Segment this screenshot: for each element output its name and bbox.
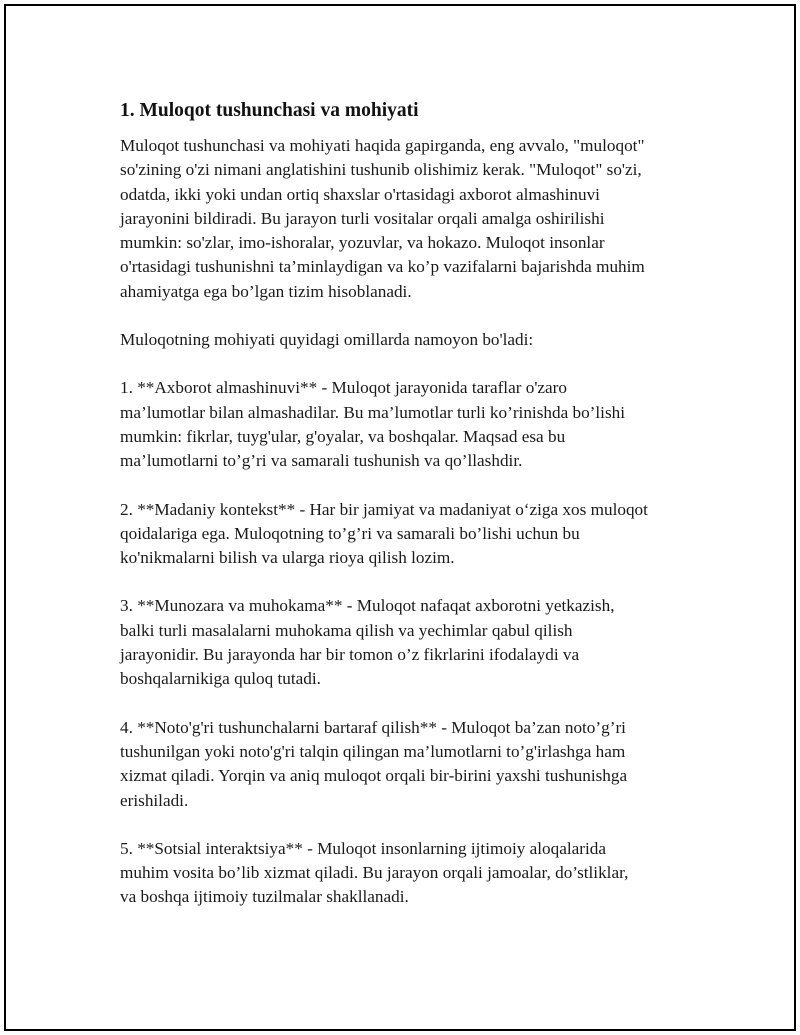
section-heading: 1. Muloqot tushunchasi va mohiyati <box>120 100 419 121</box>
paragraph-item-5: 5. **Sotsial interaktsiya** - Muloqot insonlarning ijtimoiy aloqalarida muhim vosita bo’lib xizmat qiladi. Bu jarayon orqali jamoalar, do’stliklar, va boshqa ijtimoiy tuzilmalar shakllanadi. <box>120 838 629 907</box>
paragraph-intro: Muloqot tushunchasi va mohiyati haqida gapirganda, eng avvalo, "muloqot" so'zining o'zi nimani anglatishini tushunib olishimiz kerak. "Muloqot" so'zi, odatda, ikki yoki undan ortiq shaxslar o'rtasidagi axborot almashinuvi jarayonini bildiradi. Bu jarayon turli vositalar orqali amalga oshirilishi mumkin: so'zlar, imo-ishoralar, yozuvlar, va hokazo. Muloqot insonlar o'rtasidagi tushunishni ta’minlaydigan va ko’p vazifalarni bajarishda muhim ahamiyatga ega bo’lgan tizim hisoblanadi. <box>120 136 645 301</box>
document-body <box>120 98 696 934</box>
paragraph-item-2: 2. **Madaniy kontekst** - Har bir jamiyat va madaniyat o‘ziga xos muloqot qoidalariga ega. Muloqotning to’g’ri va samarali bo’lishi uchun bu ko'nikmalarni bilish va ularga rioya qilish lozim. <box>120 499 648 568</box>
paragraph-item-3: 3. **Munozara va muhokama** - Muloqot nafaqat axborotni yetkazish, balki turli masalalarni muhokama qilish va yechimlar qabul qilish jarayonidir. Bu jarayonda har bir tomon o’z fikrlarini ifodalaydi va boshqalarnikiga quloq tutadi. <box>120 596 615 689</box>
page-frame <box>4 4 796 1031</box>
paragraph-lead-in: Muloqotning mohiyati quyidagi omillarda namoyon bo'ladi: <box>120 330 534 350</box>
paragraph-item-4: 4. **Noto'g'ri tushunchalarni bartaraf qilish** - Muloqot ba’zan noto’g’ri tushunilgan yoki noto'g'ri talqin qilingan ma’lumotlarni to’g'irlashga ham xizmat qiladi. Yorqin va aniq muloqot orqali bir-birini yaxshi tushunishga erishiladi. <box>120 717 628 810</box>
paragraph-item-1: 1. **Axborot almashinuvi** - Muloqot jarayonida taraflar o'zaro ma’lumotlar bilan almashadilar. Bu ma’lumotlar turli ko’rinishda bo’lishi mumkin: fikrlar, tuyg'ular, g'oyalar, va boshqalar. Maqsad esa bu ma’lumotlarni to’g’ri va samarali tushunish va qo’llashdir. <box>120 378 626 471</box>
